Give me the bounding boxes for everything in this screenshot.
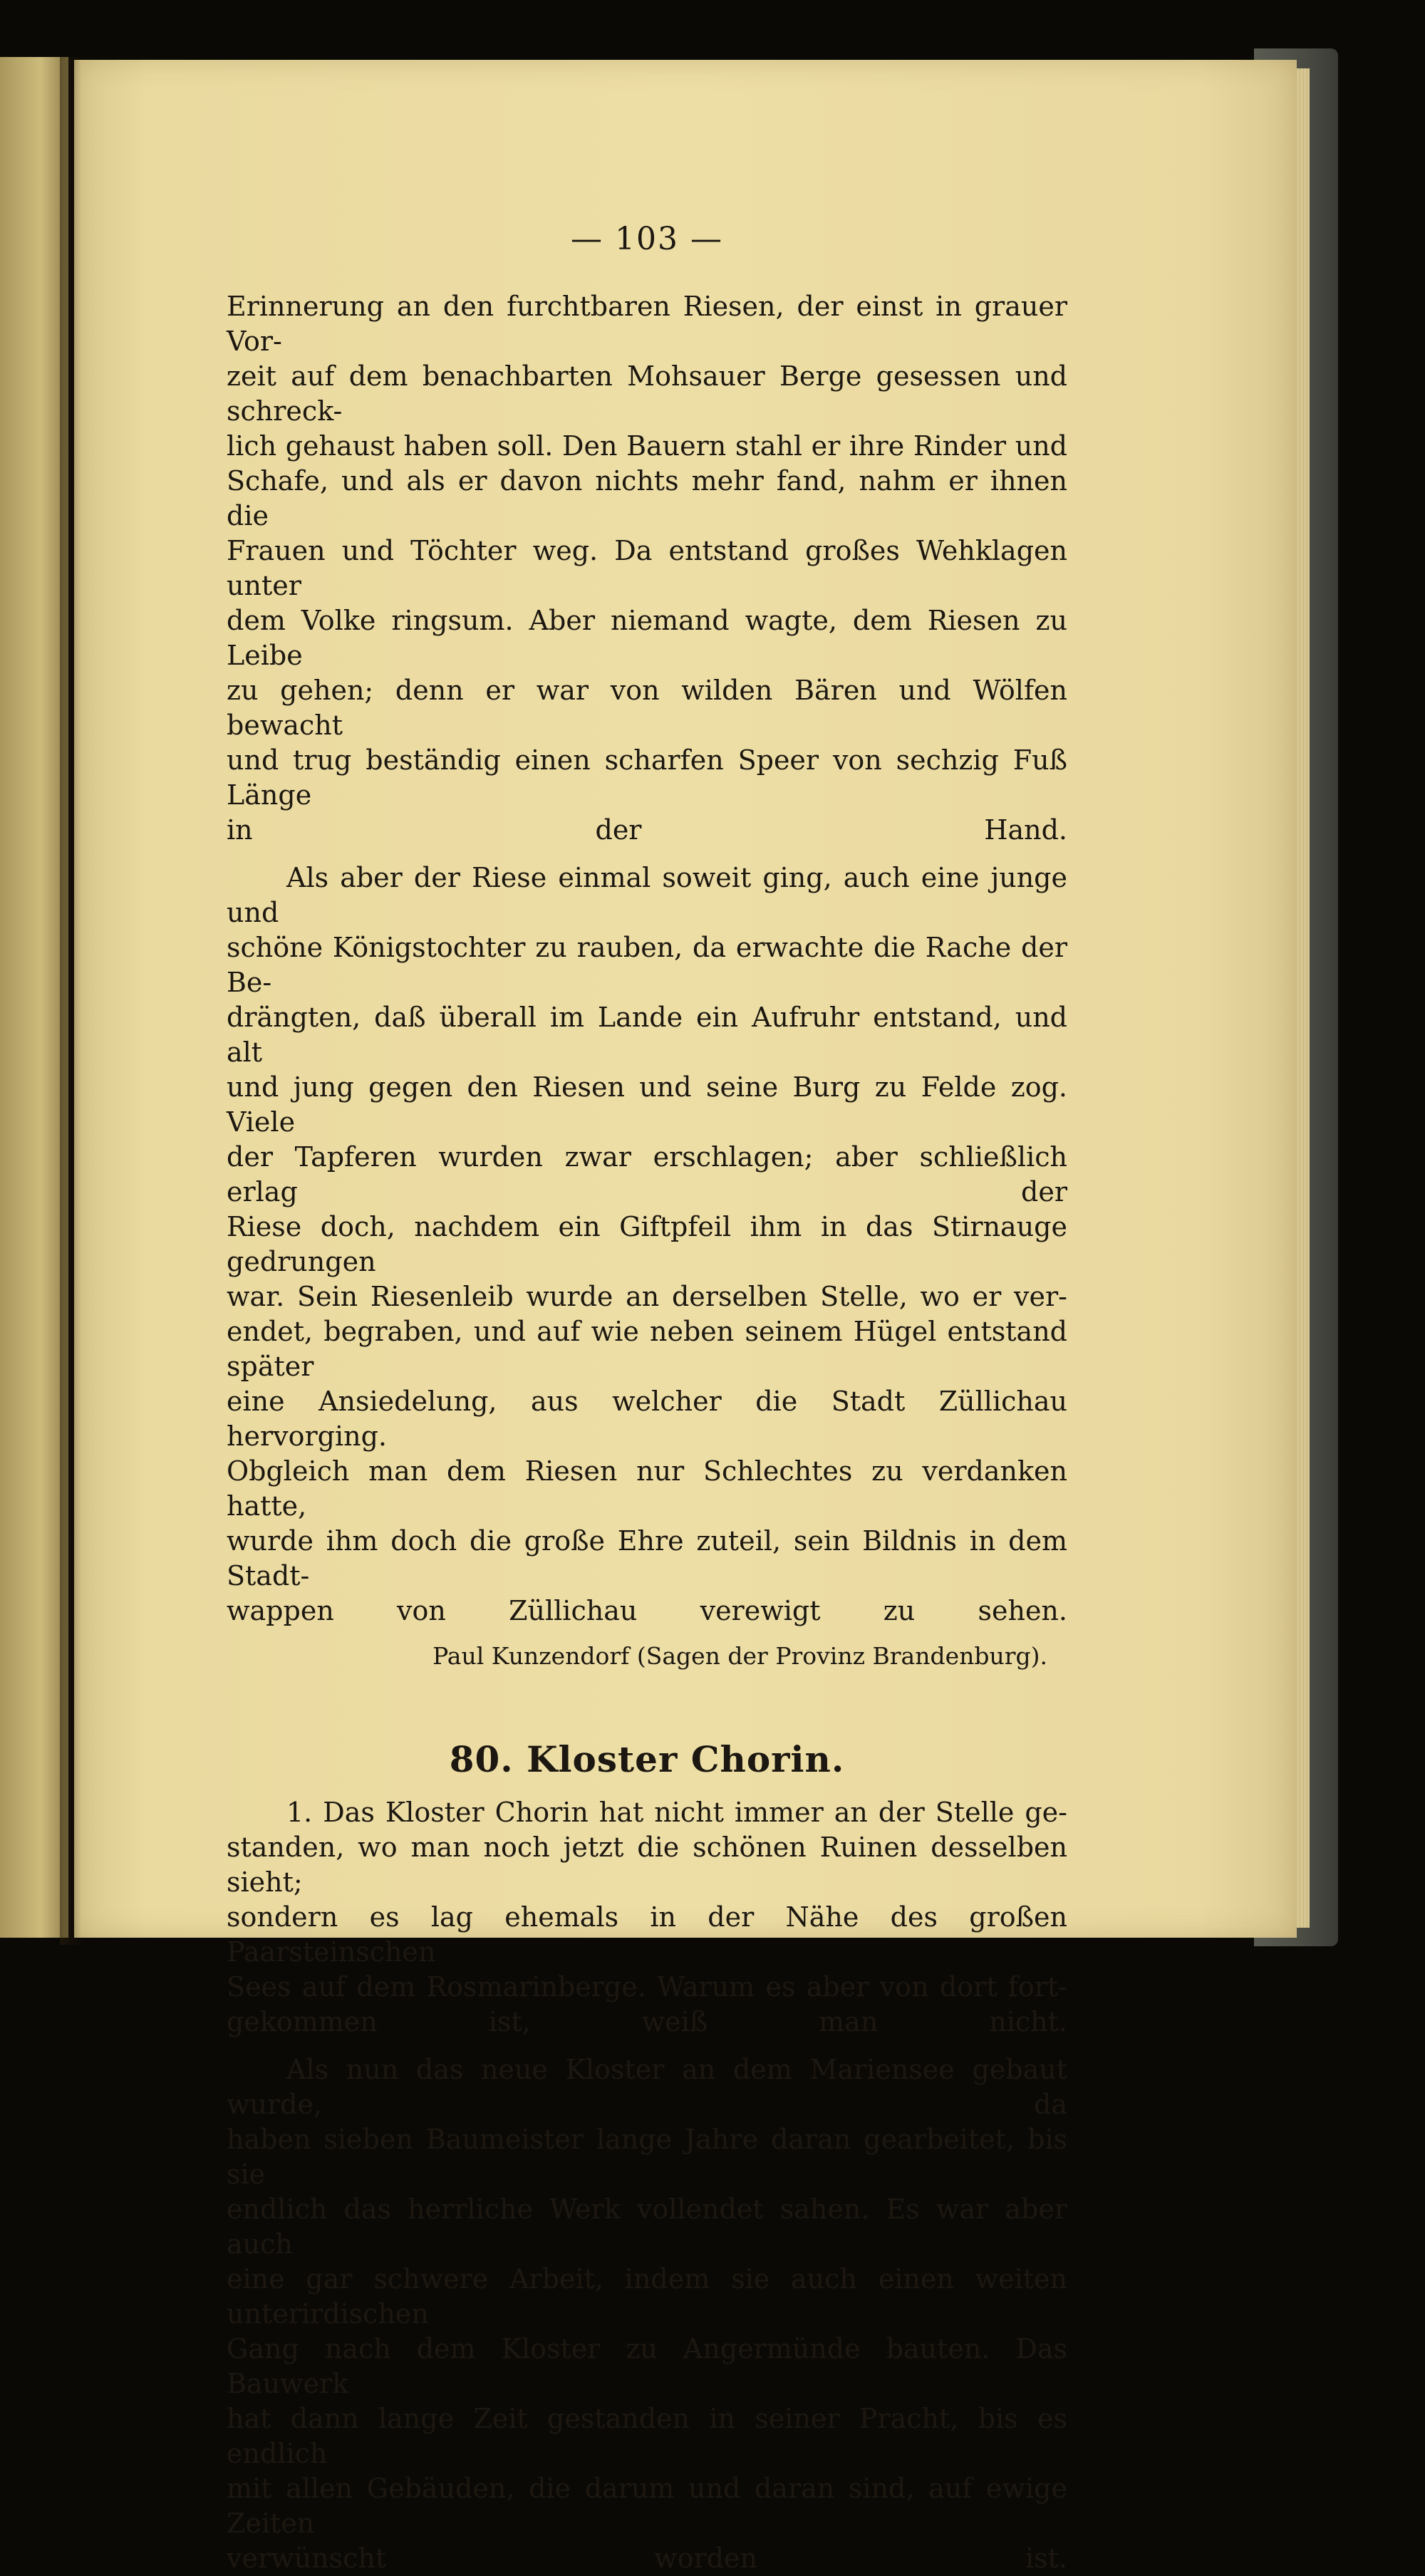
text-line: 1. Das Kloster Chorin hat nicht immer an der Stelle ge- (286, 1797, 1067, 1828)
text-line: war. Sein Riesenleib wurde an derselben Stelle, wo er ver- (227, 1281, 1067, 1312)
text-line: eine Ansiedelung, aus welcher die Stadt Züllichau hervorging. (227, 1386, 1067, 1452)
text-line: verwünscht worden ist. (227, 2543, 1067, 2574)
paragraph-2 (227, 861, 1067, 1629)
text-line: endet, begraben, und auf wie neben seinem Hügel entstand später (227, 1316, 1067, 1382)
text-line: Frauen und Töchter weg. Da entstand großes Wehklagen unter (227, 535, 1067, 601)
text-line: sondern es lag ehemals in der Nähe des großen Paarsteinschen (227, 1901, 1067, 1968)
text-line: Obgleich man dem Riesen nur Schlechtes zu verdanken hatte, (227, 1455, 1067, 1522)
paragraph-4 (227, 2052, 1067, 2576)
left-page-edge (0, 57, 68, 1938)
text-line: endlich das herrliche Werk vollendet sahen. Es war aber auch (227, 2193, 1067, 2260)
text-line: zeit auf dem benachbarten Mohsauer Berge gesessen und schreck- (227, 360, 1067, 427)
text-line: Erinnerung an den furchtbaren Riesen, der einst in grauer Vor- (227, 291, 1067, 357)
text-line: schöne Königstochter zu rauben, da erwachte die Rache der Be- (227, 932, 1067, 998)
text-line: gekommen ist, weiß man nicht. (227, 2006, 1067, 2037)
text-line: standen, wo man noch jetzt die schönen Ruinen desselben sieht; (227, 1832, 1067, 1898)
page-number: — 103 — (571, 221, 723, 257)
text-line: der Tapferen wurden zwar erschlagen; aber schließlich erlag der (227, 1141, 1067, 1208)
text-line: mit allen Gebäuden, die darum und daran sind, auf ewige Zeiten (227, 2473, 1067, 2539)
text-line: und trug beständig einen scharfen Speer von sechzig Fuß Länge (227, 744, 1067, 811)
text-line: haben sieben Baumeister lange Jahre daran gearbeitet, bis sie (227, 2124, 1067, 2190)
text-line: drängten, daß überall im Lande ein Aufruhr entstand, und alt (227, 1002, 1067, 1068)
text-line: Riese doch, nachdem ein Giftpfeil ihm in das Stirnauge gedrungen (227, 1211, 1067, 1277)
text-line: Als aber der Riese einmal soweit ging, auch eine junge und (227, 862, 1067, 928)
text-line: eine gar schwere Arbeit, indem sie auch einen weiten unterirdischen (227, 2263, 1067, 2330)
paragraph-1 (227, 289, 1067, 848)
text-line: Gang nach dem Kloster zu Angermünde bauten. Das Bauwerk (227, 2333, 1067, 2399)
text-line: wappen von Züllichau verewigt zu sehen. (227, 1595, 1067, 1626)
text-line: zu gehen; denn er war von wilden Bären und Wölfen bewacht (227, 675, 1067, 741)
text-line: lich gehaust haben soll. Den Bauern stahl er ihre Rinder und (227, 430, 1067, 462)
text-line: dem Volke ringsum. Aber niemand wagte, dem Riesen zu Leibe (227, 605, 1067, 671)
text-line: in der Hand. (227, 814, 1067, 846)
spine-shadow (60, 57, 81, 1945)
text-line: und jung gegen den Riesen und seine Burg zu Felde zog. Viele (227, 1071, 1067, 1138)
text-line: Als nun das neue Kloster an dem Mariensee gebaut wurde, da (227, 2054, 1067, 2120)
text-line: Sees auf dem Rosmarinberge. Warum es aber von dort fort- (227, 1971, 1067, 2003)
text-line: Schafe, und als er davon nichts mehr fand, nahm er ihnen die (227, 465, 1067, 531)
paragraph-3 (227, 1795, 1067, 2040)
text-line: hat dann lange Zeit gestanden in seiner Pracht, bis es endlich (227, 2403, 1067, 2469)
attribution: Paul Kunzendorf (Sagen der Provinz Brandenburg). (432, 1642, 1047, 1670)
text-line: wurde ihm doch die große Ehre zuteil, sein Bildnis in dem Stadt- (227, 1525, 1067, 1591)
section-heading: 80. Kloster Chorin. (449, 1738, 845, 1780)
body-text (227, 289, 1067, 2576)
